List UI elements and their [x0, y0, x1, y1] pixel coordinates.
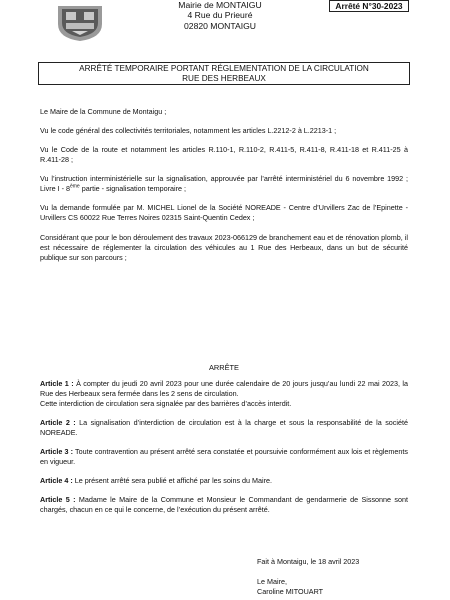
mairie-address-block [160, 0, 280, 31]
address-line-2: 02820 MONTAIGU [184, 20, 256, 31]
article-2 [40, 418, 408, 438]
preamble-code-route: Vu le Code de la route et notamment les articles R.110-1, R.110-2, R.411-5, R.411-8, R.411-18 et R.411-25 à R.411-28 ; [40, 145, 408, 164]
article-3-label: Article 3 : [40, 447, 74, 456]
preamble-mayor: Le Maire de la Commune de Montaigu ; [40, 107, 167, 116]
article-4-text: Le présent arrêté sera publié et affiché par les soins du Maire. [72, 476, 272, 485]
document-title [38, 62, 410, 85]
address-line-1: 4 Rue du Prieuré [187, 10, 253, 21]
preamble-instruction [40, 174, 408, 194]
signature-role: Le Maire, [257, 577, 287, 586]
article-1-text: À compter du jeudi 20 avril 2023 pour une durée calendaire de 20 jours jusqu’au lundi 22 mai 2023, la Rue des Herbeaux sera fermée dans les 2 sens de circulation. [40, 379, 408, 398]
signature-place-date: Fait à Montaigu, le 18 avril 2023 [257, 557, 360, 566]
preamble-demande: Vu la demande formulée par M. MICHEL Lionel de la Société NOREADE - Centre d’Urvillers Zac de l’Epinette - Urvillers CS 60022 Rue Terres Noires 02315 Saint-Quentin Cedex ; [40, 203, 408, 222]
preamble-instruction-sup: ème [69, 183, 80, 190]
article-2-text: La signalisation d’interdiction de circulation est à la charge et sous la responsabilité de la société NOREADE. [40, 418, 408, 437]
article-1-label: Article 1 : [40, 379, 74, 388]
title-line-2: RUE DES HERBEAUX [182, 74, 266, 83]
article-5-text: Madame le Maire de la Commune et Monsieur le Commandant de gendarmerie de Sissonne sont chargés, chacun en ce qui le concerne, de l’exécution du présent arrêté. [40, 495, 408, 514]
article-5 [40, 495, 408, 515]
signature-name: Caroline MITOUART [257, 587, 324, 596]
commune-logo [52, 2, 108, 42]
preamble-instruction-a: Vu l’instruction interministérielle sur la signalisation, approuvée par l’arrêté interministériel du 6 novembre 1992 ; Livre I - 8 [40, 174, 408, 193]
mairie-name: Mairie de MONTAIGU [178, 0, 262, 10]
article-3 [40, 447, 408, 467]
title-line-1: ARRÊTÉ TEMPORAIRE PORTANT RÉGLEMENTATION DE LA CIRCULATION [79, 64, 369, 73]
article-3-text: Toute contravention au présent arrêté sera constatée et poursuivie conformément aux lois et règlements en vigueur. [40, 447, 408, 466]
article-1-text-2: Cette interdiction de circulation sera signalée par des barrières d’accès interdit. [40, 399, 292, 408]
preamble-cgct: Vu le code général des collectivités territoriales, notamment les articles L.2212-2 à L.2213-1 ; [40, 126, 337, 135]
article-5-label: Article 5 : [40, 495, 76, 504]
preamble-considerant: Considérant que pour le bon déroulement des travaux 2023-066129 de branchement eau et de rénovation plomb, il est nécessaire de réglementer la circulation des véhicules au 1 Rue des Herbeaux, dans un but de sécurité publique sur son parcours ; [40, 233, 408, 262]
preamble-instruction-b: partie - signalisation temporaire ; [79, 184, 186, 193]
article-4-label: Article 4 : [40, 476, 73, 485]
article-2-label: Article 2 : [40, 418, 76, 427]
article-4 [40, 476, 408, 486]
arrete-reference: Arrêté N°30-2023 [329, 0, 409, 12]
article-1 [40, 379, 408, 409]
arrete-heading: ARRÊTE [209, 363, 239, 372]
